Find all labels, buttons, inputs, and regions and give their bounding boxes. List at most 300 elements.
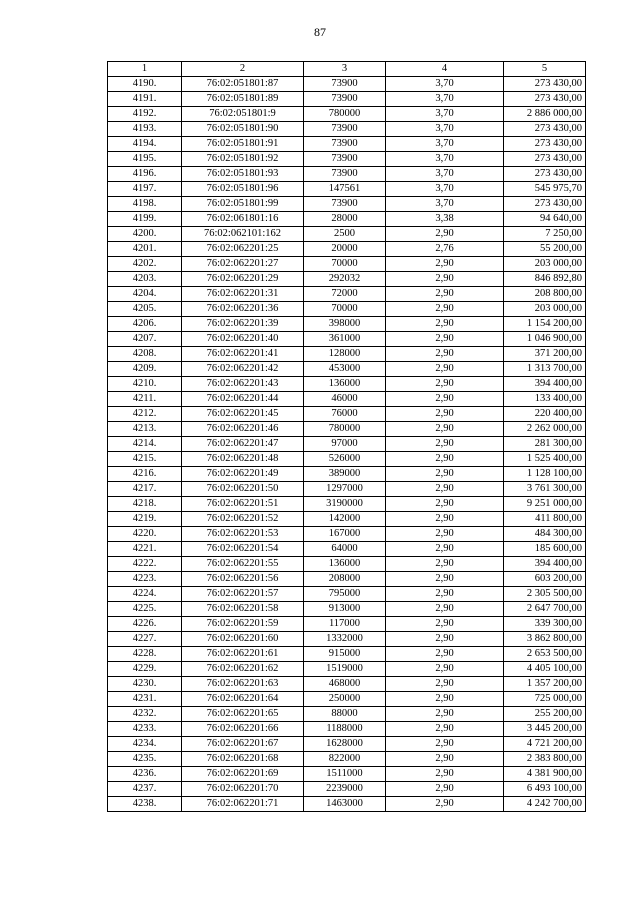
page-number: 87 — [314, 25, 326, 39]
value-cell: 725 000,00 — [504, 692, 586, 707]
column-number-header: 1 — [108, 62, 182, 77]
row-number-cell: 4221. — [108, 542, 182, 557]
area-cell: 136000 — [304, 557, 386, 572]
rate-cell: 2,90 — [386, 662, 504, 677]
column-number-header: 3 — [304, 62, 386, 77]
value-cell: 2 262 000,00 — [504, 422, 586, 437]
table-row — [108, 752, 586, 767]
row-number-cell: 4206. — [108, 317, 182, 332]
rate-cell: 3,70 — [386, 182, 504, 197]
area-cell: 822000 — [304, 752, 386, 767]
row-number-cell: 4205. — [108, 302, 182, 317]
rate-cell: 2,90 — [386, 512, 504, 527]
area-cell: 913000 — [304, 602, 386, 617]
row-number-cell: 4233. — [108, 722, 182, 737]
cadastral-number-cell: 76:02:062201:51 — [182, 497, 304, 512]
value-cell: 55 200,00 — [504, 242, 586, 257]
rate-cell: 2,76 — [386, 242, 504, 257]
table-row — [108, 107, 586, 122]
row-number-cell: 4204. — [108, 287, 182, 302]
table-body — [108, 77, 586, 812]
table-row — [108, 212, 586, 227]
rate-cell: 3,70 — [386, 107, 504, 122]
row-number-cell: 4213. — [108, 422, 182, 437]
row-number-cell: 4193. — [108, 122, 182, 137]
rate-cell: 2,90 — [386, 572, 504, 587]
rate-cell: 3,70 — [386, 197, 504, 212]
value-cell: 3 761 300,00 — [504, 482, 586, 497]
value-cell: 6 493 100,00 — [504, 782, 586, 797]
area-cell: 250000 — [304, 692, 386, 707]
table-row — [108, 77, 586, 92]
cadastral-number-cell: 76:02:062201:61 — [182, 647, 304, 662]
area-cell: 2239000 — [304, 782, 386, 797]
row-number-cell: 4195. — [108, 152, 182, 167]
table-row — [108, 152, 586, 167]
area-cell: 20000 — [304, 242, 386, 257]
area-cell: 70000 — [304, 302, 386, 317]
value-cell: 545 975,70 — [504, 182, 586, 197]
value-cell: 255 200,00 — [504, 707, 586, 722]
cadastral-number-cell: 76:02:062201:54 — [182, 542, 304, 557]
table-row — [108, 542, 586, 557]
area-cell: 1188000 — [304, 722, 386, 737]
column-number-header: 5 — [504, 62, 586, 77]
rate-cell: 2,90 — [386, 422, 504, 437]
column-number-header: 2 — [182, 62, 304, 77]
table-row — [108, 272, 586, 287]
value-cell: 411 800,00 — [504, 512, 586, 527]
row-number-cell: 4237. — [108, 782, 182, 797]
cadastral-number-cell: 76:02:051801:90 — [182, 122, 304, 137]
table-row — [108, 587, 586, 602]
cadastral-number-cell: 76:02:062201:48 — [182, 452, 304, 467]
rate-cell: 2,90 — [386, 707, 504, 722]
cadastral-number-cell: 76:02:051801:93 — [182, 167, 304, 182]
row-number-cell: 4200. — [108, 227, 182, 242]
area-cell: 167000 — [304, 527, 386, 542]
cadastral-number-cell: 76:02:062201:67 — [182, 737, 304, 752]
row-number-cell: 4212. — [108, 407, 182, 422]
rate-cell: 2,90 — [386, 392, 504, 407]
row-number-cell: 4229. — [108, 662, 182, 677]
table-row — [108, 767, 586, 782]
value-cell: 273 430,00 — [504, 197, 586, 212]
area-cell: 468000 — [304, 677, 386, 692]
table-row — [108, 737, 586, 752]
area-cell: 46000 — [304, 392, 386, 407]
value-cell: 603 200,00 — [504, 572, 586, 587]
cadastral-number-cell: 76:02:062201:39 — [182, 317, 304, 332]
row-number-cell: 4232. — [108, 707, 182, 722]
table-row — [108, 602, 586, 617]
area-cell: 73900 — [304, 152, 386, 167]
row-number-cell: 4224. — [108, 587, 182, 602]
table-row — [108, 572, 586, 587]
rate-cell: 2,90 — [386, 617, 504, 632]
area-cell: 915000 — [304, 647, 386, 662]
value-cell: 273 430,00 — [504, 122, 586, 137]
table-row — [108, 257, 586, 272]
cadastral-number-cell: 76:02:062201:44 — [182, 392, 304, 407]
table-row — [108, 377, 586, 392]
value-cell: 3 445 200,00 — [504, 722, 586, 737]
cadastral-number-cell: 76:02:062201:62 — [182, 662, 304, 677]
value-cell: 2 383 800,00 — [504, 752, 586, 767]
table-row — [108, 482, 586, 497]
value-cell: 339 300,00 — [504, 617, 586, 632]
row-number-cell: 4203. — [108, 272, 182, 287]
area-cell: 76000 — [304, 407, 386, 422]
row-number-cell: 4230. — [108, 677, 182, 692]
cadastral-number-cell: 76:02:062201:41 — [182, 347, 304, 362]
rate-cell: 3,70 — [386, 152, 504, 167]
value-cell: 273 430,00 — [504, 152, 586, 167]
value-cell: 4 381 900,00 — [504, 767, 586, 782]
table-row — [108, 317, 586, 332]
rate-cell: 2,90 — [386, 272, 504, 287]
row-number-cell: 4226. — [108, 617, 182, 632]
table-row — [108, 92, 586, 107]
table-row — [108, 512, 586, 527]
cadastral-number-cell: 76:02:061801:16 — [182, 212, 304, 227]
rate-cell: 2,90 — [386, 347, 504, 362]
row-number-cell: 4231. — [108, 692, 182, 707]
table-row — [108, 422, 586, 437]
table-row — [108, 722, 586, 737]
rate-cell: 3,70 — [386, 77, 504, 92]
area-cell: 64000 — [304, 542, 386, 557]
table-row — [108, 122, 586, 137]
value-cell: 2 305 500,00 — [504, 587, 586, 602]
row-number-cell: 4227. — [108, 632, 182, 647]
value-cell: 203 000,00 — [504, 302, 586, 317]
table-row — [108, 407, 586, 422]
row-number-cell: 4238. — [108, 797, 182, 812]
cadastral-number-cell: 76:02:051801:9 — [182, 107, 304, 122]
row-number-cell: 4216. — [108, 467, 182, 482]
rate-cell: 3,70 — [386, 92, 504, 107]
value-cell: 394 400,00 — [504, 557, 586, 572]
value-cell: 1 154 200,00 — [504, 317, 586, 332]
table-row — [108, 662, 586, 677]
row-number-cell: 4210. — [108, 377, 182, 392]
row-number-cell: 4211. — [108, 392, 182, 407]
cadastral-number-cell: 76:02:062201:69 — [182, 767, 304, 782]
table-row — [108, 362, 586, 377]
rate-cell: 2,90 — [386, 737, 504, 752]
value-cell: 4 242 700,00 — [504, 797, 586, 812]
cadastral-number-cell: 76:02:062201:64 — [182, 692, 304, 707]
cadastral-number-cell: 76:02:062201:50 — [182, 482, 304, 497]
value-cell: 371 200,00 — [504, 347, 586, 362]
area-cell: 3190000 — [304, 497, 386, 512]
rate-cell: 2,90 — [386, 257, 504, 272]
value-cell: 846 892,80 — [504, 272, 586, 287]
cadastral-number-cell: 76:02:062201:68 — [182, 752, 304, 767]
value-cell: 2 647 700,00 — [504, 602, 586, 617]
rate-cell: 2,90 — [386, 602, 504, 617]
area-cell: 128000 — [304, 347, 386, 362]
value-cell: 4 721 200,00 — [504, 737, 586, 752]
area-cell: 398000 — [304, 317, 386, 332]
area-cell: 136000 — [304, 377, 386, 392]
rate-cell: 3,70 — [386, 137, 504, 152]
rate-cell: 3,38 — [386, 212, 504, 227]
rate-cell: 3,70 — [386, 167, 504, 182]
area-cell: 1332000 — [304, 632, 386, 647]
table-row — [108, 302, 586, 317]
area-cell: 147561 — [304, 182, 386, 197]
rate-cell: 2,90 — [386, 302, 504, 317]
cadastral-number-cell: 76:02:051801:92 — [182, 152, 304, 167]
table-row — [108, 227, 586, 242]
value-cell: 1 046 900,00 — [504, 332, 586, 347]
row-number-cell: 4201. — [108, 242, 182, 257]
row-number-cell: 4191. — [108, 92, 182, 107]
value-cell: 9 251 000,00 — [504, 497, 586, 512]
area-cell: 292032 — [304, 272, 386, 287]
cadastral-number-cell: 76:02:062201:56 — [182, 572, 304, 587]
area-cell: 142000 — [304, 512, 386, 527]
rate-cell: 2,90 — [386, 767, 504, 782]
cadastral-number-cell: 76:02:062201:52 — [182, 512, 304, 527]
column-number-header: 4 — [386, 62, 504, 77]
area-cell: 795000 — [304, 587, 386, 602]
cadastral-number-cell: 76:02:062201:36 — [182, 302, 304, 317]
area-cell: 2500 — [304, 227, 386, 242]
cadastral-number-cell: 76:02:062201:66 — [182, 722, 304, 737]
table-row — [108, 692, 586, 707]
rate-cell: 2,90 — [386, 647, 504, 662]
row-number-cell: 4202. — [108, 257, 182, 272]
cadastral-number-cell: 76:02:062201:71 — [182, 797, 304, 812]
value-cell: 208 800,00 — [504, 287, 586, 302]
value-cell: 273 430,00 — [504, 77, 586, 92]
area-cell: 780000 — [304, 422, 386, 437]
area-cell: 70000 — [304, 257, 386, 272]
area-cell: 73900 — [304, 92, 386, 107]
rate-cell: 2,90 — [386, 452, 504, 467]
rate-cell: 2,90 — [386, 587, 504, 602]
row-number-cell: 4192. — [108, 107, 182, 122]
area-cell: 73900 — [304, 77, 386, 92]
cadastral-number-cell: 76:02:051801:96 — [182, 182, 304, 197]
area-cell: 361000 — [304, 332, 386, 347]
value-cell: 4 405 100,00 — [504, 662, 586, 677]
area-cell: 389000 — [304, 467, 386, 482]
cadastral-number-cell: 76:02:062201:31 — [182, 287, 304, 302]
area-cell: 1297000 — [304, 482, 386, 497]
value-cell: 273 430,00 — [504, 92, 586, 107]
table-row — [108, 632, 586, 647]
cadastral-value-table — [107, 61, 586, 812]
rate-cell: 2,90 — [386, 482, 504, 497]
area-cell: 208000 — [304, 572, 386, 587]
row-number-cell: 4217. — [108, 482, 182, 497]
row-number-cell: 4218. — [108, 497, 182, 512]
value-cell: 133 400,00 — [504, 392, 586, 407]
cadastral-number-cell: 76:02:051801:99 — [182, 197, 304, 212]
row-number-cell: 4236. — [108, 767, 182, 782]
cadastral-number-cell: 76:02:062201:55 — [182, 557, 304, 572]
table-row — [108, 782, 586, 797]
cadastral-number-cell: 76:02:062201:49 — [182, 467, 304, 482]
row-number-cell: 4223. — [108, 572, 182, 587]
area-cell: 28000 — [304, 212, 386, 227]
cadastral-number-cell: 76:02:062201:43 — [182, 377, 304, 392]
value-cell: 1 313 700,00 — [504, 362, 586, 377]
table-row — [108, 797, 586, 812]
row-number-cell: 4196. — [108, 167, 182, 182]
row-number-cell: 4219. — [108, 512, 182, 527]
row-number-cell: 4194. — [108, 137, 182, 152]
value-cell: 394 400,00 — [504, 377, 586, 392]
rate-cell: 2,90 — [386, 467, 504, 482]
rate-cell: 2,90 — [386, 692, 504, 707]
cadastral-number-cell: 76:02:062201:70 — [182, 782, 304, 797]
row-number-cell: 4225. — [108, 602, 182, 617]
rate-cell: 2,90 — [386, 377, 504, 392]
table-row — [108, 557, 586, 572]
area-cell: 73900 — [304, 197, 386, 212]
rate-cell: 2,90 — [386, 632, 504, 647]
cadastral-number-cell: 76:02:062201:40 — [182, 332, 304, 347]
row-number-cell: 4199. — [108, 212, 182, 227]
row-number-cell: 4209. — [108, 362, 182, 377]
table-row — [108, 452, 586, 467]
row-number-cell: 4215. — [108, 452, 182, 467]
cadastral-number-cell: 76:02:051801:89 — [182, 92, 304, 107]
area-cell: 73900 — [304, 137, 386, 152]
area-cell: 73900 — [304, 122, 386, 137]
cadastral-number-cell: 76:02:062201:45 — [182, 407, 304, 422]
rate-cell: 2,90 — [386, 527, 504, 542]
row-number-cell: 4214. — [108, 437, 182, 452]
rate-cell: 3,70 — [386, 122, 504, 137]
area-cell: 780000 — [304, 107, 386, 122]
area-cell: 73900 — [304, 167, 386, 182]
table-row — [108, 197, 586, 212]
rate-cell: 2,90 — [386, 362, 504, 377]
cadastral-number-cell: 76:02:062201:58 — [182, 602, 304, 617]
cadastral-number-cell: 76:02:051801:91 — [182, 137, 304, 152]
value-cell: 484 300,00 — [504, 527, 586, 542]
rate-cell: 2,90 — [386, 722, 504, 737]
row-number-cell: 4234. — [108, 737, 182, 752]
rate-cell: 2,90 — [386, 542, 504, 557]
value-cell: 185 600,00 — [504, 542, 586, 557]
rate-cell: 2,90 — [386, 317, 504, 332]
table-row — [108, 392, 586, 407]
row-number-cell: 4220. — [108, 527, 182, 542]
cadastral-number-cell: 76:02:062101:162 — [182, 227, 304, 242]
row-number-cell: 4228. — [108, 647, 182, 662]
cadastral-number-cell: 76:02:062201:27 — [182, 257, 304, 272]
row-number-cell: 4235. — [108, 752, 182, 767]
table-row — [108, 167, 586, 182]
value-cell: 1 357 200,00 — [504, 677, 586, 692]
rate-cell: 2,90 — [386, 437, 504, 452]
cadastral-number-cell: 76:02:062201:63 — [182, 677, 304, 692]
table-row — [108, 467, 586, 482]
table-row — [108, 617, 586, 632]
cadastral-number-cell: 76:02:062201:57 — [182, 587, 304, 602]
rate-cell: 2,90 — [386, 497, 504, 512]
table-row — [108, 647, 586, 662]
value-cell: 1 525 400,00 — [504, 452, 586, 467]
area-cell: 88000 — [304, 707, 386, 722]
row-number-cell: 4198. — [108, 197, 182, 212]
column-number-row — [108, 62, 586, 77]
value-cell: 273 430,00 — [504, 167, 586, 182]
area-cell: 1511000 — [304, 767, 386, 782]
cadastral-number-cell: 76:02:062201:59 — [182, 617, 304, 632]
table-row — [108, 347, 586, 362]
cadastral-number-cell: 76:02:062201:42 — [182, 362, 304, 377]
area-cell: 1463000 — [304, 797, 386, 812]
rate-cell: 2,90 — [386, 752, 504, 767]
rate-cell: 2,90 — [386, 407, 504, 422]
row-number-cell: 4222. — [108, 557, 182, 572]
area-cell: 117000 — [304, 617, 386, 632]
area-cell: 72000 — [304, 287, 386, 302]
table-row — [108, 707, 586, 722]
cadastral-number-cell: 76:02:062201:46 — [182, 422, 304, 437]
area-cell: 1628000 — [304, 737, 386, 752]
rate-cell: 2,90 — [386, 332, 504, 347]
value-cell: 1 128 100,00 — [504, 467, 586, 482]
area-cell: 1519000 — [304, 662, 386, 677]
cadastral-number-cell: 76:02:062201:29 — [182, 272, 304, 287]
value-cell: 220 400,00 — [504, 407, 586, 422]
value-cell: 94 640,00 — [504, 212, 586, 227]
rate-cell: 2,90 — [386, 287, 504, 302]
area-cell: 453000 — [304, 362, 386, 377]
rate-cell: 2,90 — [386, 557, 504, 572]
cadastral-number-cell: 76:02:062201:65 — [182, 707, 304, 722]
area-cell: 97000 — [304, 437, 386, 452]
value-cell: 7 250,00 — [504, 227, 586, 242]
cadastral-number-cell: 76:02:062201:25 — [182, 242, 304, 257]
cadastral-number-cell: 76:02:051801:87 — [182, 77, 304, 92]
table-row — [108, 332, 586, 347]
rate-cell: 2,90 — [386, 227, 504, 242]
table-row — [108, 527, 586, 542]
rate-cell: 2,90 — [386, 797, 504, 812]
cadastral-number-cell: 76:02:062201:53 — [182, 527, 304, 542]
row-number-cell: 4190. — [108, 77, 182, 92]
value-cell: 281 300,00 — [504, 437, 586, 452]
value-cell: 273 430,00 — [504, 137, 586, 152]
row-number-cell: 4207. — [108, 332, 182, 347]
value-cell: 2 886 000,00 — [504, 107, 586, 122]
table-row — [108, 437, 586, 452]
value-cell: 3 862 800,00 — [504, 632, 586, 647]
table-row — [108, 677, 586, 692]
table-row — [108, 497, 586, 512]
rate-cell: 2,90 — [386, 782, 504, 797]
value-cell: 2 653 500,00 — [504, 647, 586, 662]
table-row — [108, 287, 586, 302]
row-number-cell: 4197. — [108, 182, 182, 197]
area-cell: 526000 — [304, 452, 386, 467]
table-row — [108, 242, 586, 257]
cadastral-number-cell: 76:02:062201:47 — [182, 437, 304, 452]
rate-cell: 2,90 — [386, 677, 504, 692]
row-number-cell: 4208. — [108, 347, 182, 362]
cadastral-number-cell: 76:02:062201:60 — [182, 632, 304, 647]
